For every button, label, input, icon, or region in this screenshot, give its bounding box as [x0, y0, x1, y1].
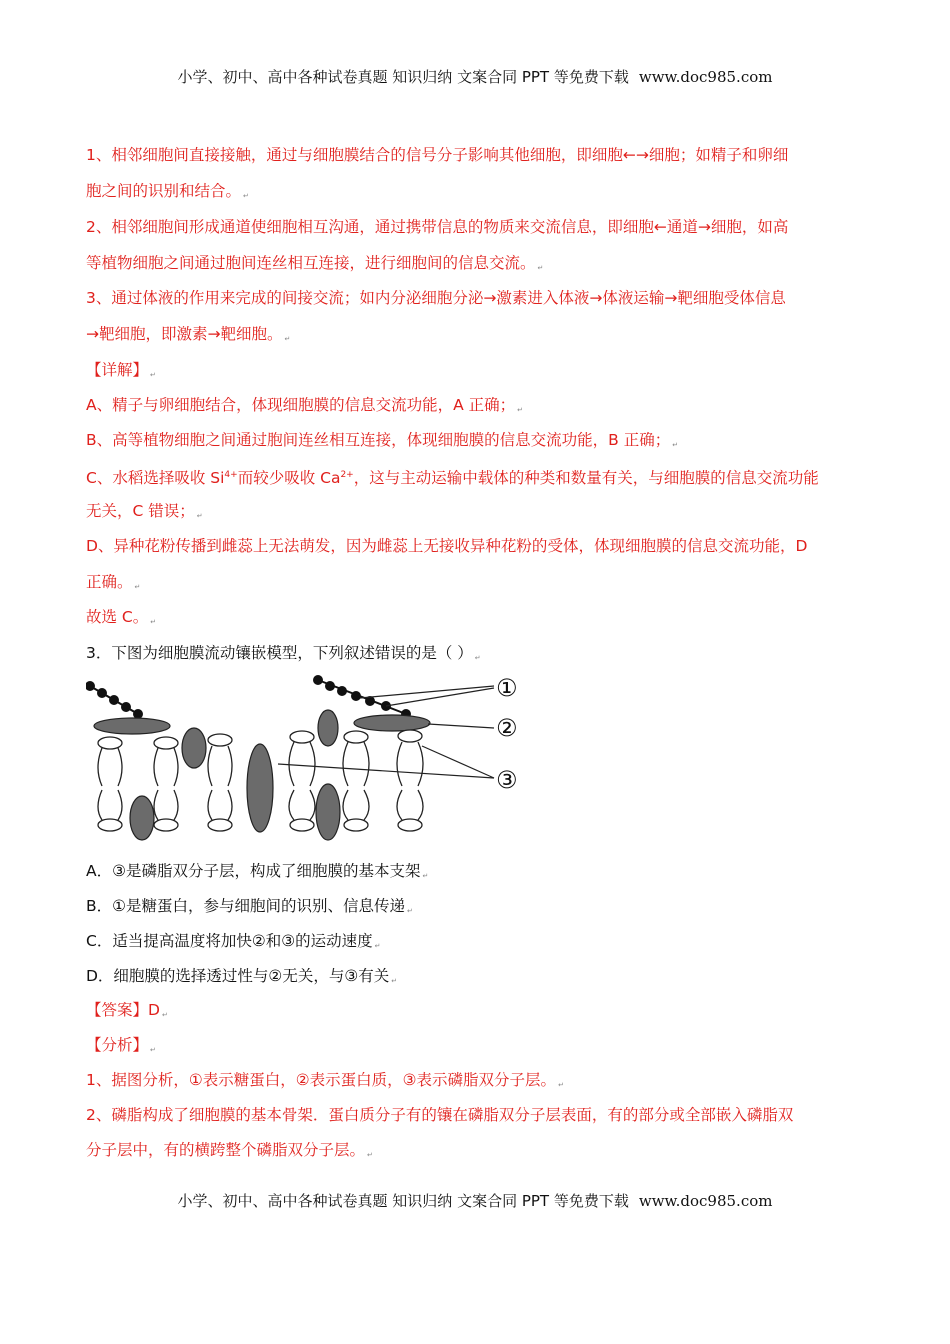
label-3: ③ — [496, 766, 518, 794]
header-text: 小学、初中、高中各种试卷真题 知识归纳 文案合同 PPT 等免费下载 — [177, 68, 629, 86]
line-5: 3、通过体液的作用来完成的间接交流；如内分泌细胞分泌→激素进入体液→体液运输→靶细胞受体信息 — [86, 289, 786, 307]
line-6: →靶细胞，即激素→靶细胞。 ↵ — [86, 325, 291, 343]
footer-text: 小学、初中、高中各种试卷真题 知识归纳 文案合同 PPT 等免费下载 — [177, 1192, 629, 1210]
line-2: 胞之间的识别和结合。 ↵ — [86, 182, 249, 200]
footer-url[interactable]: www.doc985.com — [638, 1192, 773, 1210]
page-footer — [0, 1190, 950, 1211]
option-b: B．①是糖蛋白，参与细胞间的识别、信息传递 ↵ — [86, 897, 413, 915]
line-1: 1、相邻细胞间直接接触，通过与细胞膜结合的信号分子影响其他细胞，即细胞←→细胞；如精子和卵细 — [86, 146, 789, 164]
header-url[interactable]: www.doc985.com — [638, 68, 773, 86]
line-9: B、高等植物细胞之间通过胞间连丝相互连接，体现细胞膜的信息交流功能，B 正确； ↵ — [86, 431, 679, 449]
line-12: D、异种花粉传播到雌蕊上无法萌发，因为雌蕊上无接收异种花粉的受体，体现细胞膜的信息交流功能，D — [86, 537, 808, 555]
line-8: A、精子与卵细胞结合，体现细胞膜的信息交流功能，A 正确； ↵ — [86, 396, 524, 414]
line-7-detail-heading: 【详解】 ↵ — [86, 361, 156, 379]
line-4: 等植物细胞之间通过胞间连丝相互连接，进行细胞间的信息交流。 ↵ — [86, 254, 544, 272]
analysis-2: 2、磷脂构成了细胞膜的基本骨架．蛋白质分子有的镶在磷脂双分子层表面，有的部分或全部嵌入磷脂双 — [86, 1106, 794, 1124]
line-11: 无关，C 错误； ↵ — [86, 502, 203, 520]
surface-protein-right — [354, 715, 430, 731]
analysis-heading: 【分析】 ↵ — [86, 1036, 156, 1054]
surface-protein-left — [94, 718, 170, 734]
question-3: 3．下图为细胞膜流动镶嵌模型，下列叙述错误的是（ ） ↵ — [86, 644, 481, 662]
option-d: D．细胞膜的选择透过性与②无关，与③有关 ↵ — [86, 967, 398, 985]
label-2: ② — [496, 714, 518, 742]
option-c: C．适当提高温度将加快②和③的运动速度 ↵ — [86, 932, 381, 950]
line-10: C、水稻选择吸收 $Si^{4+}$而较少吸收 $Ca^{2+}$，这与主动运输中载体的种类和数量有关，与细胞膜的信息交流功能 — [86, 469, 819, 488]
analysis-1: 1、据图分析，①表示糖蛋白，②表示蛋白质，③表示磷脂双分子层。 ↵ — [86, 1071, 564, 1089]
line-14: 故选 C。 ↵ — [86, 608, 157, 626]
line-3: 2、相邻细胞间形成通道使细胞相互沟通，通过携带信息的物质来交流信息，即细胞←通道→细胞，如高 — [86, 218, 789, 236]
analysis-3: 分子层中，有的横跨整个磷脂双分子层。 ↵ — [86, 1141, 373, 1159]
membrane-model-figure — [86, 668, 536, 848]
answer-line: 【答案】D ↵ — [86, 1001, 168, 1019]
carbohydrate-chain-left — [86, 682, 142, 718]
option-a: A．③是磷脂双分子层，构成了细胞膜的基本支架 ↵ — [86, 862, 429, 880]
page-header — [0, 66, 950, 87]
line-13: 正确。 ↵ — [86, 573, 141, 591]
label-1: ① — [496, 674, 518, 702]
